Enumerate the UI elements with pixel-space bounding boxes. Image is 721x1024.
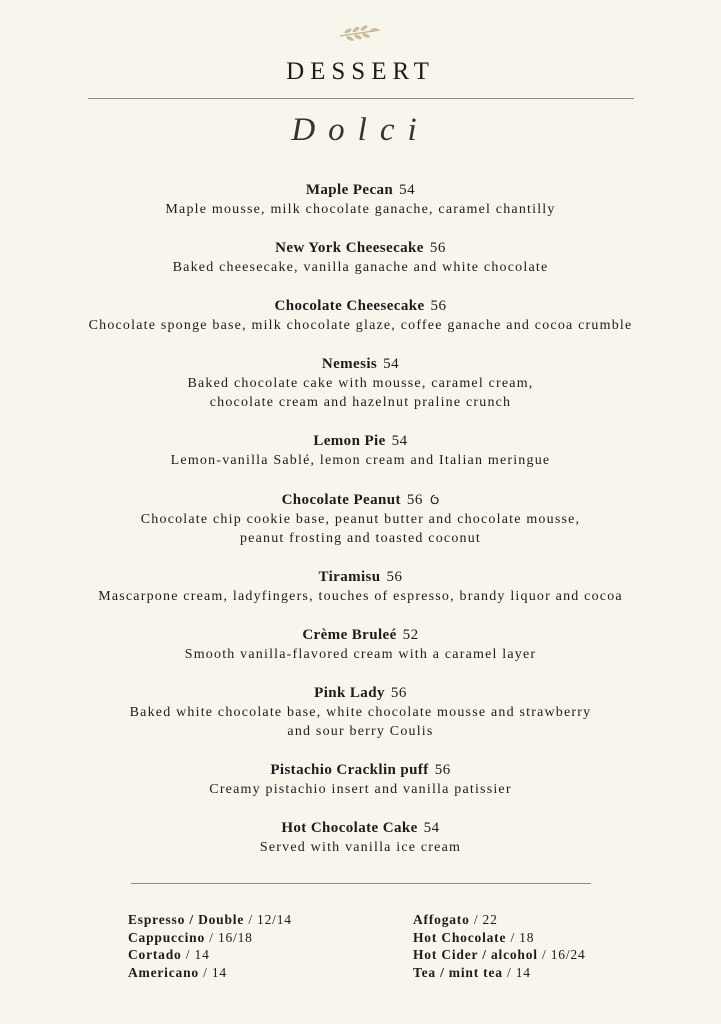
item-name: Lemon Pie [313,433,386,449]
menu-item [0,684,721,741]
menu-item [0,181,721,219]
item-description: Baked cheesecake, vanilla ganache and white chocolate [172,260,549,275]
menu-item [0,239,721,277]
vegan-sprout-icon: Ỽ [429,492,440,507]
item-price: 54 [383,356,400,372]
leaf-branch-icon [336,24,384,44]
item-name: Chocolate Peanut [281,492,401,508]
item-description: Baked chocolate cake with mousse, caramel cream, chocolate cream and hazelnut praline crunch [187,376,534,410]
drink-price: / 14 [203,964,227,980]
menu-item [0,297,721,335]
drink-name: Cappuccino [128,929,206,945]
menu-item [0,626,721,664]
menu-item [0,490,721,548]
drink-name: Tea / mint tea [413,964,503,980]
item-description: Served with vanilla ice cream [259,840,462,855]
item-description: Mascarpone cream, ladyfingers, touches of espresso, brandy liquor and cocoa [98,589,623,604]
drink-item [128,911,292,929]
item-price: 56 [406,492,423,508]
dessert-list [0,181,721,877]
menu-item [0,761,721,799]
item-price: 56 [430,298,447,314]
drink-name: Cortado [128,947,182,962]
drink-item [128,929,292,947]
item-name: Crème Bruleé [302,627,397,643]
item-name: Maple Pecan [305,182,394,198]
item-description: Maple mousse, milk chocolate ganache, caramel chantilly [165,202,556,217]
item-name: Pink Lady [314,685,385,701]
menu-item [0,819,721,857]
item-description: Chocolate sponge base, milk chocolate glaze, coffee ganache and cocoa crumble [88,318,633,333]
drink-item [128,946,292,964]
item-description: Baked white chocolate base, white chocolate mousse and strawberry and sour berry Coulis [129,705,592,739]
item-name: Tiramisu [318,569,381,585]
drinks-column-left [128,911,292,981]
item-price: 56 [429,240,446,256]
drink-name: Espresso / Double [128,912,245,927]
drink-price: / 18 [510,929,535,945]
drink-item [413,929,586,947]
menu-item [0,568,721,606]
item-name: Nemesis [321,356,378,372]
item-price: 56 [434,762,451,778]
drink-item [128,964,292,982]
item-price: 54 [391,433,408,449]
drink-price: / 14 [507,964,531,980]
drink-name: Americano [128,964,199,980]
menu-title: DESSERT [286,58,435,85]
menu-item [0,432,721,470]
menu-item [0,355,721,412]
item-description: Lemon-vanilla Sablé, lemon cream and Italian meringue [170,453,551,468]
item-description: Chocolate chip cookie base, peanut butter and chocolate mousse, peanut frosting and toasted coconut [140,512,581,546]
drink-item [413,946,586,964]
drink-price: / 16/18 [209,929,253,945]
bottom-divider [131,883,591,884]
menu-subtitle: Dolci [291,112,430,148]
item-name: Pistachio Cracklin puff [270,762,429,778]
drink-name: Hot Cider / alcohol [413,947,538,962]
drink-price: / 12/14 [248,912,292,927]
drink-price: / 22 [473,912,498,927]
drink-item [413,964,586,982]
item-name: Chocolate Cheesecake [274,298,425,314]
item-description: Creamy pistachio insert and vanilla patissier [209,782,512,797]
drink-price: / 16/24 [542,947,586,962]
drink-item [413,911,586,929]
item-price: 54 [423,820,440,836]
item-price: 56 [390,685,407,701]
item-price: 54 [399,182,416,198]
item-name: Hot Chocolate Cake [281,820,418,836]
item-name: New York Cheesecake [275,240,424,256]
drink-name: Affogato [413,912,470,927]
item-price: 56 [386,569,403,585]
drink-name: Hot Chocolate [413,929,507,945]
drink-price: / 14 [185,947,210,962]
top-divider [88,98,634,99]
item-description: Smooth vanilla-flavored cream with a caramel layer [184,647,537,662]
item-price: 52 [402,627,419,643]
drinks-column-right [413,911,586,981]
